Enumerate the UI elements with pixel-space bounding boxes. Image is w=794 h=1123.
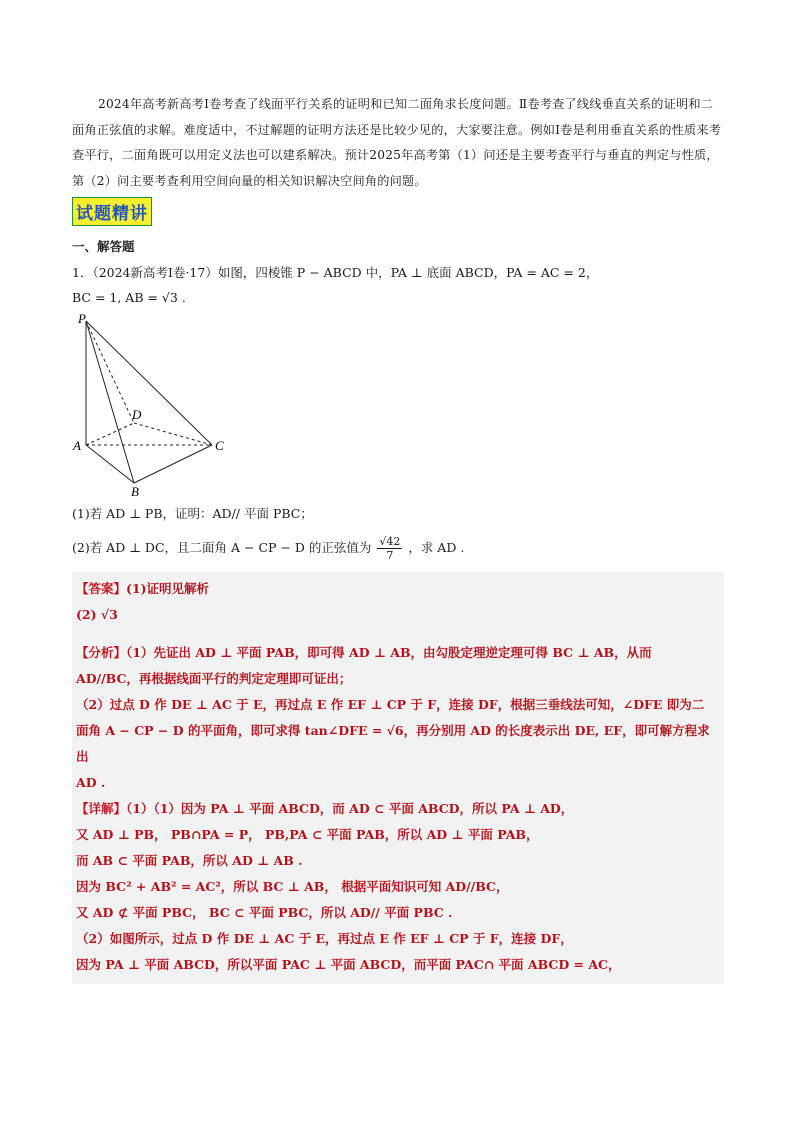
analysis-line-5: AD . (76, 775, 106, 790)
label-c: C (215, 438, 224, 453)
section-title: 一、解答题 (72, 239, 135, 254)
document-page (72, 92, 724, 984)
fraction-numerator: √42 (379, 535, 401, 548)
answer-1: (1)证明见解析 (126, 581, 210, 596)
answer-box (72, 572, 724, 984)
analysis-line-4: 面角 A − CP − D 的平面角，即可求得 tan∠DFE = √6，再分别用 AD 的长度表示出 DE, EF，即可解方程求出 (76, 723, 710, 764)
fraction-denominator: 7 (386, 549, 394, 562)
problem-line-2: BC = 1, AB = √3 . (72, 290, 186, 305)
detail-line-6: （2）如图所示，过点 D 作 DE ⊥ AC 于 E，再过点 E 作 EF ⊥ CP 于 F，连接 DF， (76, 931, 573, 946)
analysis-line-2: AD//BC，再根据线面平行的判定定理即可证出； (76, 671, 352, 686)
question-2-text: (2)若 AD ⊥ DC，且二面角 A − CP − D 的正弦值为 (72, 540, 372, 555)
edge-pc (86, 321, 212, 445)
answer-label: 【答案】 (76, 581, 127, 596)
analysis-line-3: （2）过点 D 作 DE ⊥ AC 于 E，再过点 E 作 EF ⊥ CP 于 F，连接 DF，根据三垂线法可知，∠DFE 即为二 (76, 697, 705, 712)
edge-bc (134, 445, 212, 483)
problem-statement (72, 259, 724, 311)
detail-line-4: 因为 BC² + AB² = AC²，所以 BC ⊥ AB， 根据平面知识可知 AD//BC， (76, 879, 509, 894)
question-2-tail: ，求 AD . (408, 540, 465, 555)
question-2 (72, 535, 724, 562)
pyramid-figure (72, 311, 232, 499)
label-d: D (132, 407, 142, 422)
detail-line-7: 因为 PA ⊥ 平面 ABCD，所以平面 PAC ⊥ 平面 ABCD，而平面 PAC∩ 平面 ABCD = AC， (76, 957, 621, 972)
detail-label: 【详解】 (76, 801, 127, 816)
section-badge: 试题精讲 (72, 197, 152, 226)
detail-line-5: 又 AD ⊄ 平面 PBC， BC ⊂ 平面 PBC，所以 AD// 平面 PBC . (76, 905, 453, 920)
detail-line-1: （1）（1）因为 PA ⊥ 平面 ABCD，而 AD ⊂ 平面 ABCD，所以 PA ⊥ AD， (126, 801, 574, 816)
question-1: (1)若 AD ⊥ PB，证明：AD// 平面 PBC； (72, 506, 313, 521)
edge-ab (86, 445, 134, 483)
intro-paragraph: 2024年高考新高考Ⅰ卷考查了线面平行关系的证明和已知二面角求长度问题。Ⅱ卷考查了线线垂直关系的证明和二面角正弦值的求解。难度适中，不过解题的证明方法还是比较少见的，大家要注意。例如Ⅰ卷是利用垂直关系的性质来考查平行，二面角既可以用定义法也可以建系解决。预计2025年高考第（1）问还是主要考查平行与垂直的判定与性质，第（2）问主要考查利用空间向量的相关知识解决空间角的问题。 (72, 97, 722, 188)
detail-line-3: 而 AB ⊂ 平面 PAB，所以 AD ⊥ AB . (76, 853, 303, 868)
detail-line-2: 又 AD ⊥ PB， PB∩PA = P， PB,PA ⊂ 平面 PAB，所以 AD ⊥ 平面 PAB， (76, 827, 539, 842)
analysis-label: 【分析】 (76, 645, 127, 660)
answer-2: (2) √3 (76, 607, 118, 622)
sine-fraction (377, 535, 402, 562)
analysis-line-1: （1）先证出 AD ⊥ 平面 PAB，即可得 AD ⊥ AB，由勾股定理逆定理可得 BC ⊥ AB，从而 (126, 645, 652, 660)
problem-line-1: 1．（2024新高考Ⅰ卷·17）如图，四棱锥 P − ABCD 中，PA ⊥ 底面 ABCD，PA = AC = 2， (72, 265, 599, 280)
edge-ad (86, 423, 134, 445)
edge-pd (86, 321, 134, 423)
label-p: P (78, 311, 86, 326)
label-a: A (73, 438, 81, 453)
label-b: B (131, 484, 139, 499)
